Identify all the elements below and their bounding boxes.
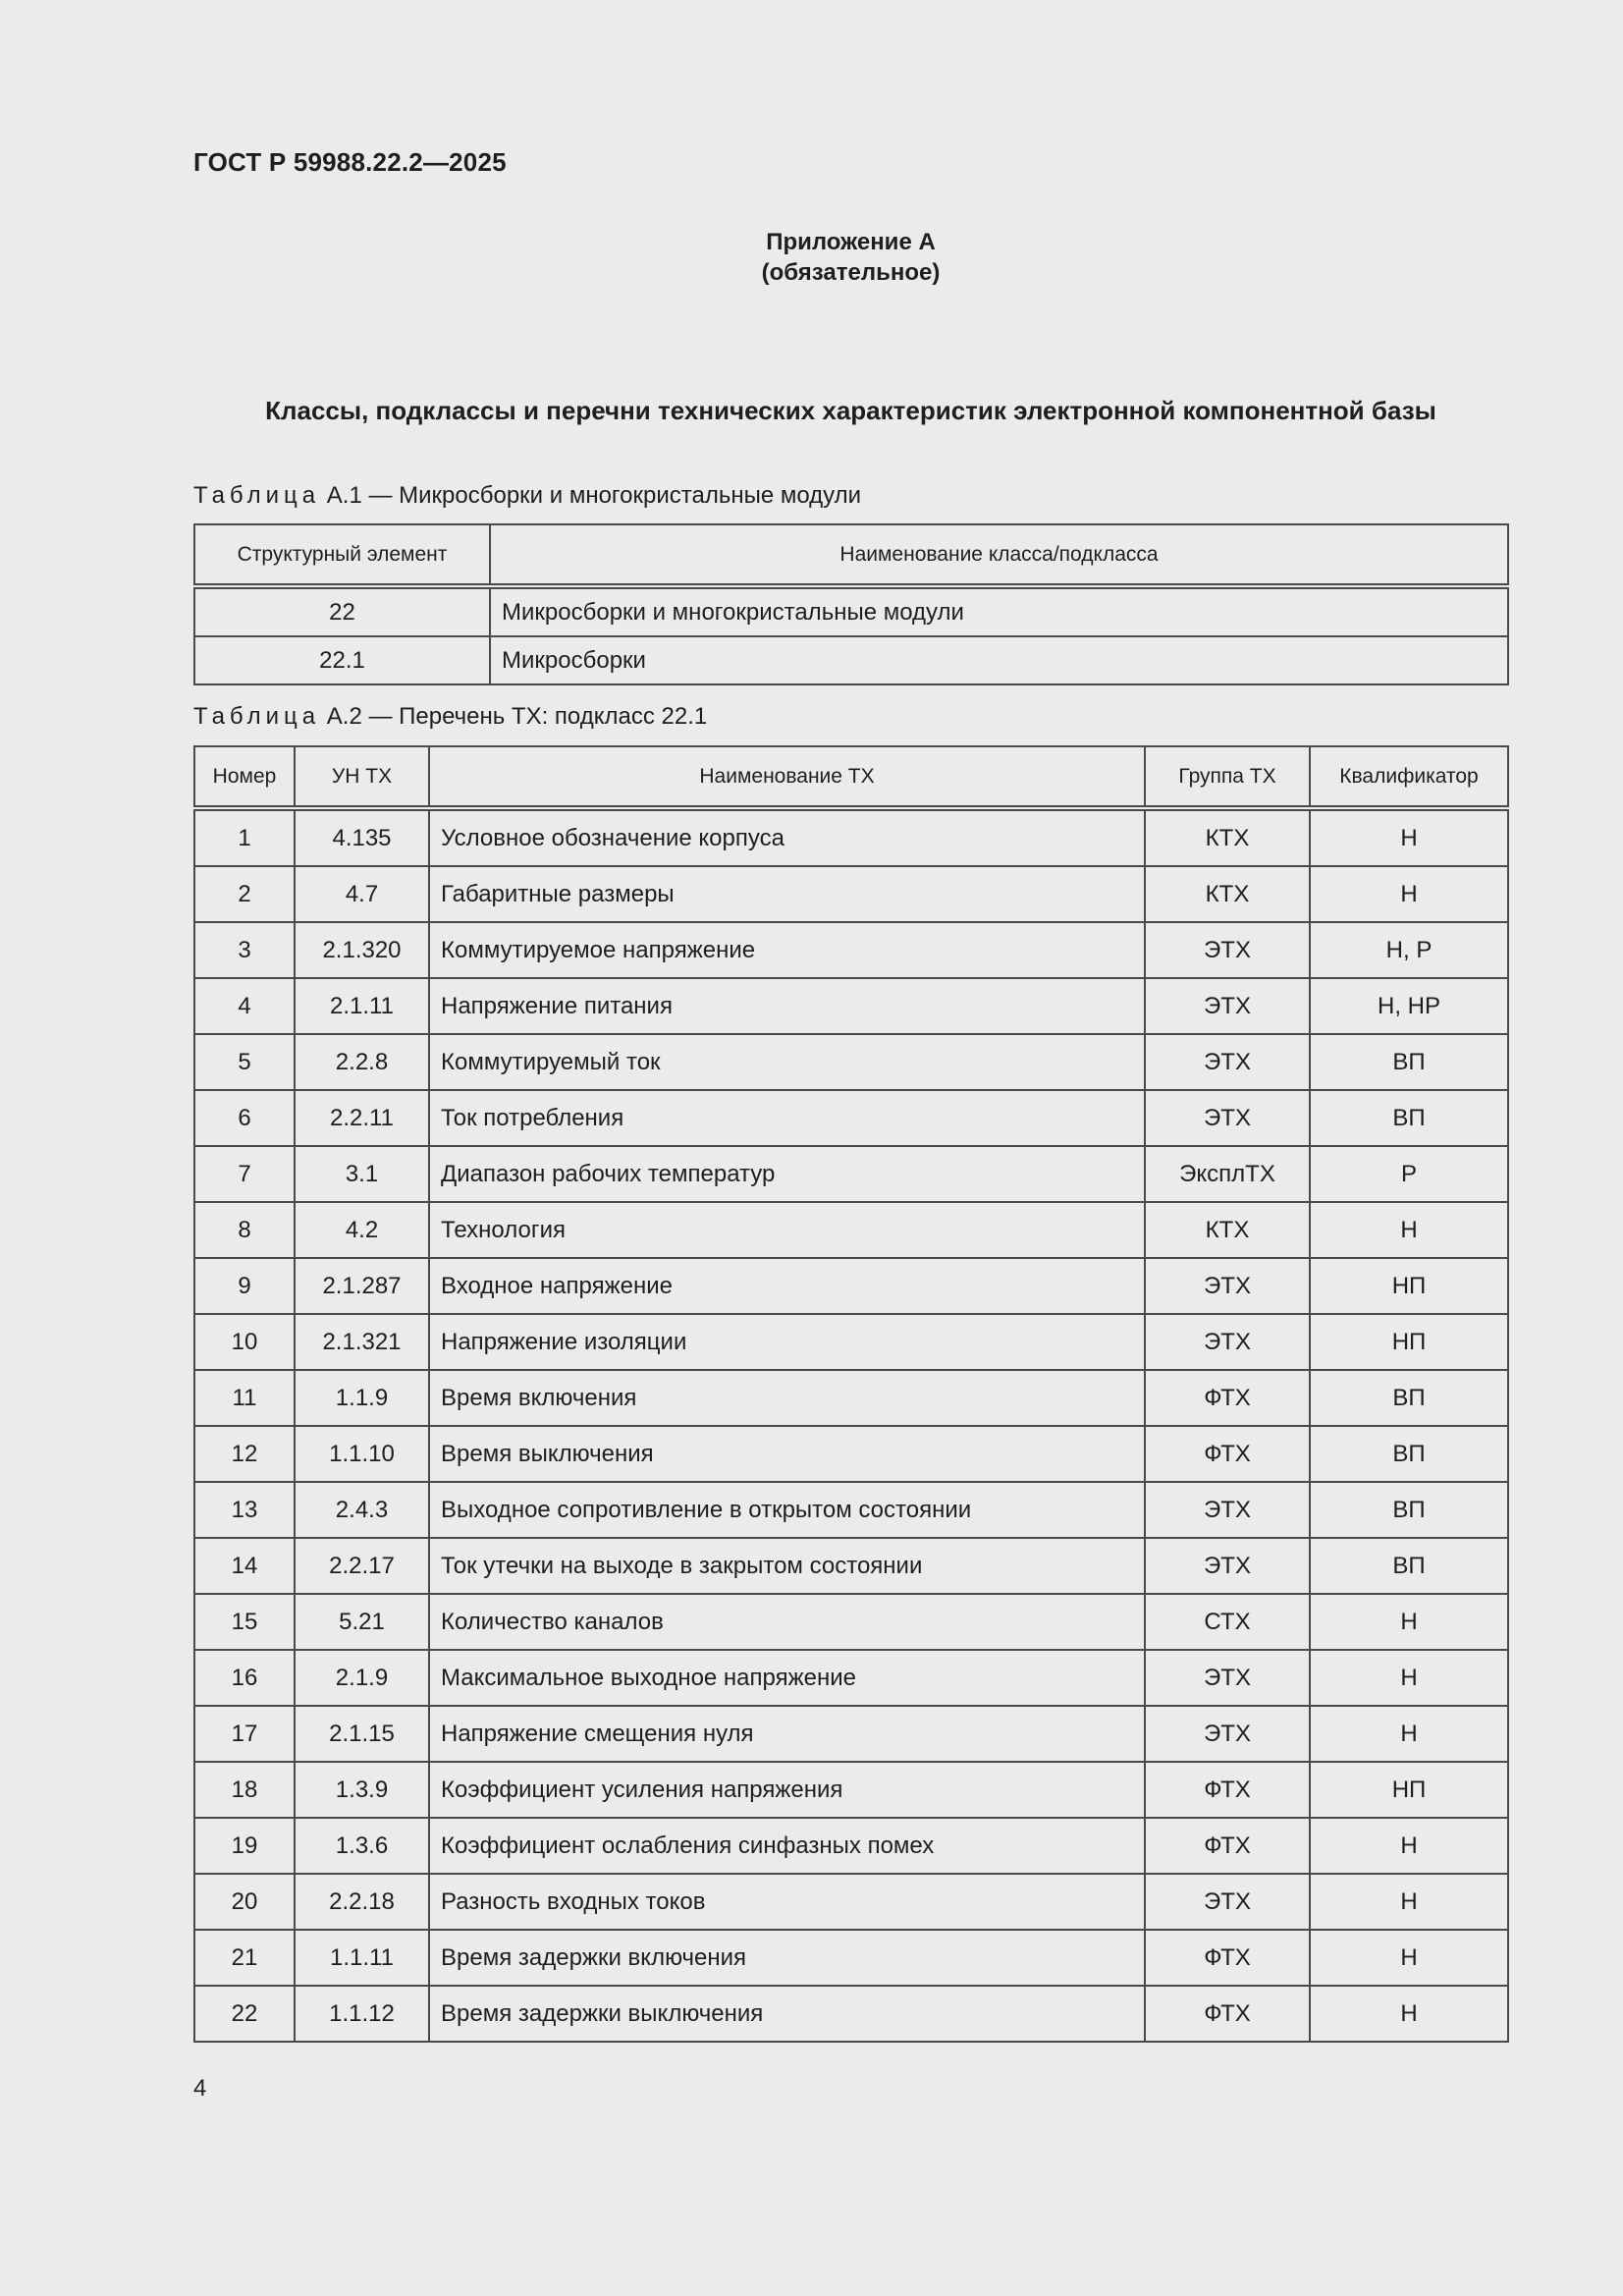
table1-caption bbox=[193, 482, 861, 510]
cell-tx-name: Максимальное выходное напряжение bbox=[429, 1650, 1145, 1706]
cell-number: 10 bbox=[194, 1314, 295, 1370]
cell-qualifier: Н bbox=[1310, 1202, 1508, 1258]
cell-tx-name: Количество каналов bbox=[429, 1594, 1145, 1650]
cell-tx-group: ФТХ bbox=[1145, 1426, 1310, 1482]
table-row bbox=[194, 1594, 1508, 1650]
table-row bbox=[194, 1314, 1508, 1370]
column-header-un-tx: УН ТХ bbox=[295, 746, 429, 808]
table-row bbox=[194, 978, 1508, 1034]
table1-caption-text: А.1 — Микросборки и многокристальные модули bbox=[320, 482, 862, 509]
table-row bbox=[194, 636, 1508, 684]
table-a1 bbox=[193, 523, 1509, 685]
column-header-class-name: Наименование класса/подкласса bbox=[490, 524, 1508, 586]
table-row bbox=[194, 1034, 1508, 1090]
cell-number: 14 bbox=[194, 1538, 295, 1594]
cell-number: 2 bbox=[194, 866, 295, 922]
cell-qualifier: ВП bbox=[1310, 1370, 1508, 1426]
cell-class-name: Микросборки и многокристальные модули bbox=[490, 586, 1508, 636]
cell-tx-group: ЭТХ bbox=[1145, 1706, 1310, 1762]
column-header-qualifier: Квалификатор bbox=[1310, 746, 1508, 808]
cell-tx-group: ЭТХ bbox=[1145, 1258, 1310, 1314]
cell-number: 4 bbox=[194, 978, 295, 1034]
appendix-heading bbox=[0, 227, 1623, 288]
cell-un-tx: 1.1.10 bbox=[295, 1426, 429, 1482]
cell-un-tx: 2.1.9 bbox=[295, 1650, 429, 1706]
cell-number: 21 bbox=[194, 1930, 295, 1986]
table-row bbox=[194, 1202, 1508, 1258]
document-code: ГОСТ Р 59988.22.2—2025 bbox=[193, 147, 507, 177]
appendix-title: Приложение А bbox=[766, 229, 936, 255]
cell-un-tx: 1.1.11 bbox=[295, 1930, 429, 1986]
cell-tx-group: КТХ bbox=[1145, 1202, 1310, 1258]
cell-un-tx: 2.1.287 bbox=[295, 1258, 429, 1314]
cell-tx-name: Время задержки выключения bbox=[429, 1986, 1145, 2042]
table-row bbox=[194, 1426, 1508, 1482]
cell-tx-group: ЭТХ bbox=[1145, 1874, 1310, 1930]
cell-tx-group: ФТХ bbox=[1145, 1986, 1310, 2042]
table2-caption-word: Таблица bbox=[193, 703, 321, 730]
cell-qualifier: ВП bbox=[1310, 1426, 1508, 1482]
column-header-number: Номер bbox=[194, 746, 295, 808]
table-row bbox=[194, 1986, 1508, 2042]
column-header-tx-group: Группа ТХ bbox=[1145, 746, 1310, 808]
cell-tx-name: Время задержки включения bbox=[429, 1930, 1145, 1986]
cell-number: 18 bbox=[194, 1762, 295, 1818]
cell-qualifier: Н, Р bbox=[1310, 922, 1508, 978]
cell-qualifier: Н bbox=[1310, 1706, 1508, 1762]
cell-number: 17 bbox=[194, 1706, 295, 1762]
table-row bbox=[194, 808, 1508, 866]
cell-un-tx: 2.1.321 bbox=[295, 1314, 429, 1370]
table-row bbox=[194, 1818, 1508, 1874]
cell-number: 20 bbox=[194, 1874, 295, 1930]
cell-tx-group: ЭТХ bbox=[1145, 1650, 1310, 1706]
cell-tx-group: ЭТХ bbox=[1145, 1482, 1310, 1538]
cell-qualifier: Н bbox=[1310, 1650, 1508, 1706]
table-row bbox=[194, 1090, 1508, 1146]
table-row bbox=[194, 586, 1508, 636]
table-a2-body bbox=[194, 808, 1508, 2042]
cell-number: 1 bbox=[194, 808, 295, 866]
table-a1-body bbox=[194, 586, 1508, 684]
cell-tx-group: ФТХ bbox=[1145, 1930, 1310, 1986]
cell-qualifier: Н bbox=[1310, 1874, 1508, 1930]
table-row bbox=[194, 1930, 1508, 1986]
cell-un-tx: 2.1.15 bbox=[295, 1706, 429, 1762]
cell-tx-name: Коммутируемый ток bbox=[429, 1034, 1145, 1090]
cell-number: 12 bbox=[194, 1426, 295, 1482]
cell-tx-name: Входное напряжение bbox=[429, 1258, 1145, 1314]
cell-number: 13 bbox=[194, 1482, 295, 1538]
cell-structural-element: 22 bbox=[194, 586, 490, 636]
cell-class-name: Микросборки bbox=[490, 636, 1508, 684]
cell-tx-group: КТХ bbox=[1145, 866, 1310, 922]
cell-qualifier: Н bbox=[1310, 1986, 1508, 2042]
table-a2 bbox=[193, 745, 1509, 2043]
table-row bbox=[194, 922, 1508, 978]
cell-tx-group: ЭТХ bbox=[1145, 1090, 1310, 1146]
cell-qualifier: ВП bbox=[1310, 1538, 1508, 1594]
table1-caption-word: Таблица bbox=[193, 482, 321, 509]
column-header-tx-name: Наименование ТХ bbox=[429, 746, 1145, 808]
cell-un-tx: 2.2.18 bbox=[295, 1874, 429, 1930]
cell-qualifier: ВП bbox=[1310, 1090, 1508, 1146]
cell-tx-group: ФТХ bbox=[1145, 1818, 1310, 1874]
cell-tx-group: ЭТХ bbox=[1145, 1314, 1310, 1370]
cell-tx-name: Время выключения bbox=[429, 1426, 1145, 1482]
cell-un-tx: 1.1.9 bbox=[295, 1370, 429, 1426]
cell-qualifier: Н, НР bbox=[1310, 978, 1508, 1034]
cell-tx-name: Время включения bbox=[429, 1370, 1145, 1426]
cell-un-tx: 4.2 bbox=[295, 1202, 429, 1258]
cell-tx-name: Коэффициент ослабления синфазных помех bbox=[429, 1818, 1145, 1874]
cell-qualifier: Н bbox=[1310, 1818, 1508, 1874]
cell-un-tx: 2.1.11 bbox=[295, 978, 429, 1034]
cell-qualifier: Н bbox=[1310, 1930, 1508, 1986]
cell-tx-name: Выходное сопротивление в открытом состоянии bbox=[429, 1482, 1145, 1538]
cell-qualifier: НП bbox=[1310, 1258, 1508, 1314]
cell-tx-name: Коммутируемое напряжение bbox=[429, 922, 1145, 978]
cell-tx-name: Ток потребления bbox=[429, 1090, 1145, 1146]
table-header-row bbox=[194, 746, 1508, 808]
cell-un-tx: 4.7 bbox=[295, 866, 429, 922]
cell-qualifier: ВП bbox=[1310, 1034, 1508, 1090]
cell-qualifier: Н bbox=[1310, 808, 1508, 866]
cell-tx-name: Ток утечки на выходе в закрытом состоянии bbox=[429, 1538, 1145, 1594]
cell-number: 8 bbox=[194, 1202, 295, 1258]
cell-structural-element: 22.1 bbox=[194, 636, 490, 684]
cell-number: 3 bbox=[194, 922, 295, 978]
cell-number: 15 bbox=[194, 1594, 295, 1650]
column-header-structural-element: Структурный элемент bbox=[194, 524, 490, 586]
table-row bbox=[194, 1370, 1508, 1426]
cell-tx-name: Напряжение питания bbox=[429, 978, 1145, 1034]
cell-tx-group: ФТХ bbox=[1145, 1370, 1310, 1426]
table-row bbox=[194, 1874, 1508, 1930]
cell-tx-name: Коэффициент усиления напряжения bbox=[429, 1762, 1145, 1818]
cell-un-tx: 4.135 bbox=[295, 808, 429, 866]
cell-un-tx: 2.2.8 bbox=[295, 1034, 429, 1090]
cell-tx-group: ЭТХ bbox=[1145, 922, 1310, 978]
table2-caption-text: А.2 — Перечень ТХ: подкласс 22.1 bbox=[320, 703, 708, 730]
cell-un-tx: 1.3.9 bbox=[295, 1762, 429, 1818]
table-row bbox=[194, 1482, 1508, 1538]
table2-caption bbox=[193, 703, 707, 731]
cell-qualifier: НП bbox=[1310, 1314, 1508, 1370]
cell-qualifier: НП bbox=[1310, 1762, 1508, 1818]
cell-number: 6 bbox=[194, 1090, 295, 1146]
cell-qualifier: Р bbox=[1310, 1146, 1508, 1202]
cell-tx-name: Технология bbox=[429, 1202, 1145, 1258]
cell-tx-name: Условное обозначение корпуса bbox=[429, 808, 1145, 866]
cell-number: 5 bbox=[194, 1034, 295, 1090]
section-title: Классы, подклассы и перечни технических характеристик электронной компонентной базы bbox=[265, 396, 1436, 425]
cell-tx-group: ФТХ bbox=[1145, 1762, 1310, 1818]
table-row bbox=[194, 866, 1508, 922]
cell-number: 9 bbox=[194, 1258, 295, 1314]
cell-un-tx: 2.4.3 bbox=[295, 1482, 429, 1538]
page-number: 4 bbox=[193, 2075, 207, 2102]
cell-tx-name: Напряжение изоляции bbox=[429, 1314, 1145, 1370]
cell-tx-name: Напряжение смещения нуля bbox=[429, 1706, 1145, 1762]
cell-tx-group: ЭксплТХ bbox=[1145, 1146, 1310, 1202]
cell-un-tx: 2.1.320 bbox=[295, 922, 429, 978]
cell-tx-group: ЭТХ bbox=[1145, 1538, 1310, 1594]
cell-number: 19 bbox=[194, 1818, 295, 1874]
table-row bbox=[194, 1146, 1508, 1202]
cell-qualifier: Н bbox=[1310, 866, 1508, 922]
cell-un-tx: 2.2.11 bbox=[295, 1090, 429, 1146]
cell-tx-group: КТХ bbox=[1145, 808, 1310, 866]
cell-un-tx: 2.2.17 bbox=[295, 1538, 429, 1594]
cell-un-tx: 1.3.6 bbox=[295, 1818, 429, 1874]
cell-tx-name: Габаритные размеры bbox=[429, 866, 1145, 922]
appendix-status: (обязательное) bbox=[761, 259, 941, 286]
table-row bbox=[194, 1258, 1508, 1314]
cell-qualifier: Н bbox=[1310, 1594, 1508, 1650]
cell-number: 7 bbox=[194, 1146, 295, 1202]
cell-qualifier: ВП bbox=[1310, 1482, 1508, 1538]
cell-un-tx: 5.21 bbox=[295, 1594, 429, 1650]
table-header-row bbox=[194, 524, 1508, 586]
cell-tx-group: ЭТХ bbox=[1145, 1034, 1310, 1090]
cell-un-tx: 3.1 bbox=[295, 1146, 429, 1202]
cell-tx-name: Диапазон рабочих температур bbox=[429, 1146, 1145, 1202]
cell-un-tx: 1.1.12 bbox=[295, 1986, 429, 2042]
table-row bbox=[194, 1538, 1508, 1594]
cell-tx-group: ЭТХ bbox=[1145, 978, 1310, 1034]
cell-tx-group: СТХ bbox=[1145, 1594, 1310, 1650]
table-row bbox=[194, 1762, 1508, 1818]
cell-number: 16 bbox=[194, 1650, 295, 1706]
table-row bbox=[194, 1650, 1508, 1706]
cell-number: 22 bbox=[194, 1986, 295, 2042]
cell-number: 11 bbox=[194, 1370, 295, 1426]
cell-tx-name: Разность входных токов bbox=[429, 1874, 1145, 1930]
table-row bbox=[194, 1706, 1508, 1762]
